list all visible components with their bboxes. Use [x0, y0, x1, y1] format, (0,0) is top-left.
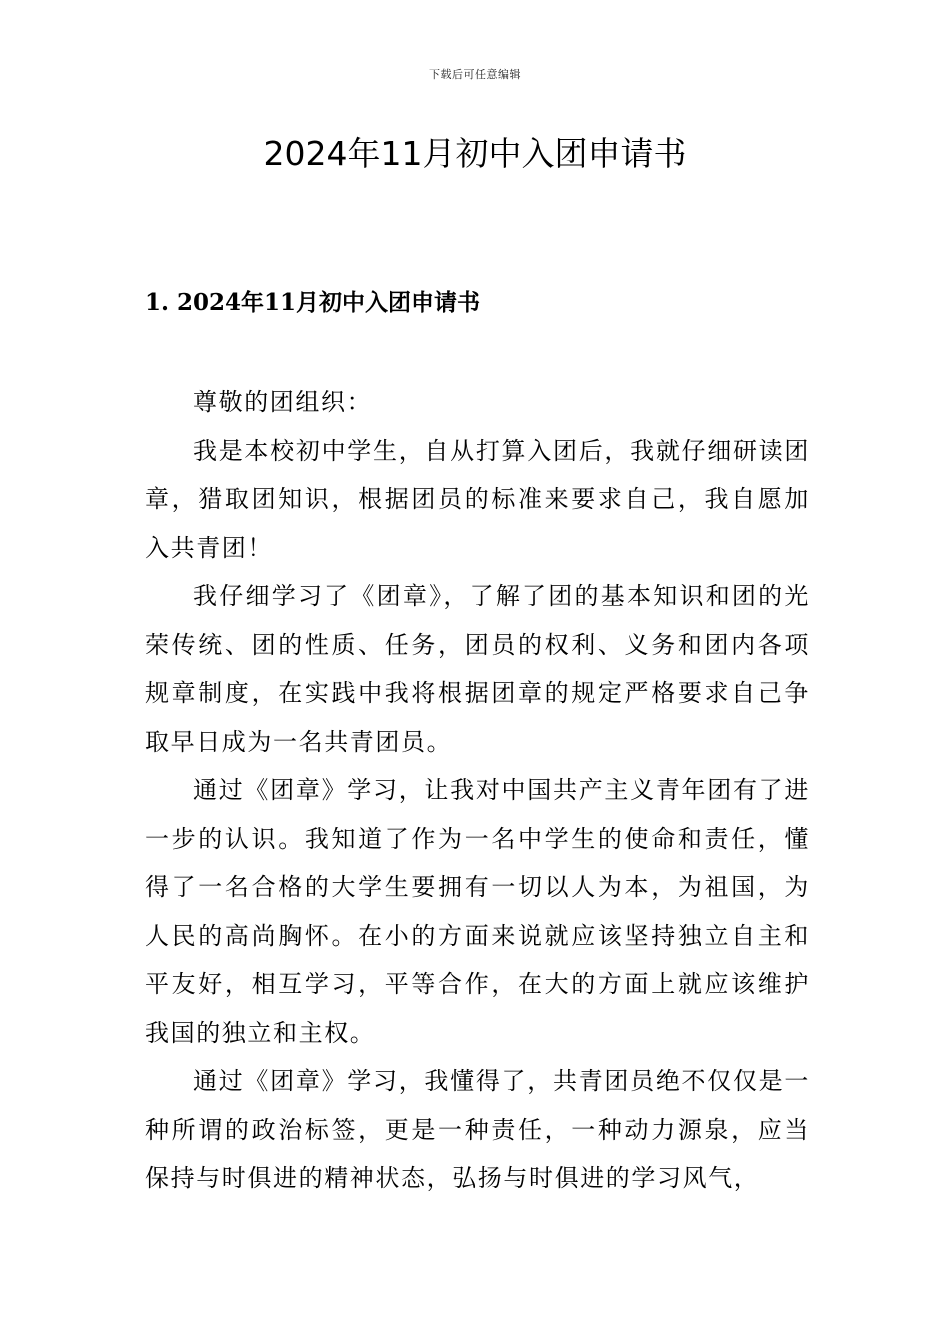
section-heading: 1. 2024年11月初中入团申请书 [145, 289, 481, 316]
document-title: 2024年11月初中入团申请书 [263, 134, 687, 173]
salutation: 尊敬的团组织： [193, 388, 373, 416]
paragraph: 通过《团章》学习，我懂得了，共青团员绝不仅仅是一种所谓的政治标签，更是一种责任，一种动力源泉，应当保持与时俱进的精神状态，弘扬与时俱进的学习风气， [145, 1067, 810, 1192]
paragraph: 我是本校初中学生，自从打算入团后，我就仔细研读团章，猎取团知识，根据团员的标准来要求自己，我自愿加入共青团！ [145, 436, 810, 562]
header-note: 下载后可任意编辑 [429, 68, 521, 81]
document-body [145, 378, 810, 1203]
paragraph: 通过《团章》学习，让我对中国共产主义青年团有了进一步的认识。我知道了作为一名中学生的使命和责任，懂得了一名合格的大学生要拥有一切以人为本，为祖国，为人民的高尚胸怀。在小的方面来说就应该坚持独立自主和平友好，相互学习，平等合作，在大的方面上就应该维护我国的独立和主权。 [145, 776, 810, 1047]
paragraph: 我仔细学习了《团章》，了解了团的基本知识和团的光荣传统、团的性质、任务，团员的权利、义务和团内各项规章制度，在实践中我将根据团章的规定严格要求自己争取早日成为一名共青团员。 [145, 582, 810, 756]
